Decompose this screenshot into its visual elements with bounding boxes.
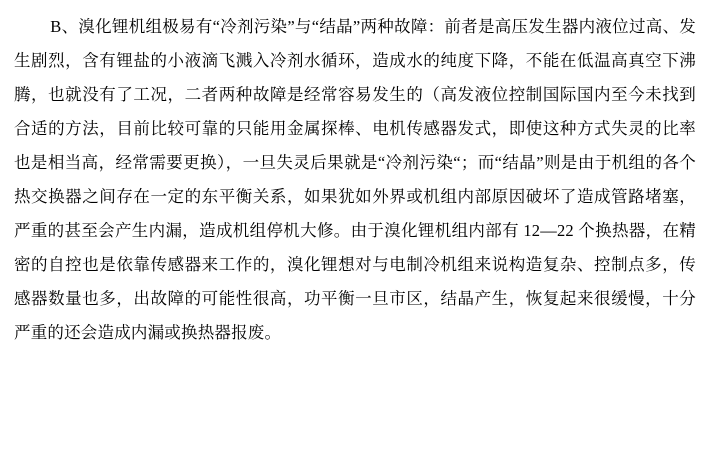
paragraph-b: B、溴化锂机组极易有“冷剂污染”与“结晶”两种故障：前者是高压发生器内液位过高、发生剧烈，含有锂盐的小液滴飞溅入冷剂水循环，造成水的纯度下降，不能在低温高真空下沸腾，也就没有了工况，二者两种故障是经常容易发生的（高发液位控制国际国内至今未找到合适的方法，目前比较可靠的只能用金属探棒、电机传感器发式，即使这种方式失灵的比率也是相当高，经常需要更换），一旦失灵后果就是“冷剂污染“；而“结晶”则是由于机组的各个热交换器之间存在一定的东平衡关系，如果犹如外界或机组内部原因破坏了造成管路堵塞，严重的甚至会产生内漏，造成机组停机大修。由于溴化锂机组内部有 12—22 个换热器，在精密的自控也是依靠传感器来工作的，溴化锂想对与电制冷机组来说构造复杂、控制点多，传感器数量也多，出故障的可能性很高，功平衡一旦市区，结晶产生，恢复起来很缓慢，十分严重的还会造成内漏或换热器报废。 [14, 17, 696, 342]
document-body [14, 10, 696, 350]
